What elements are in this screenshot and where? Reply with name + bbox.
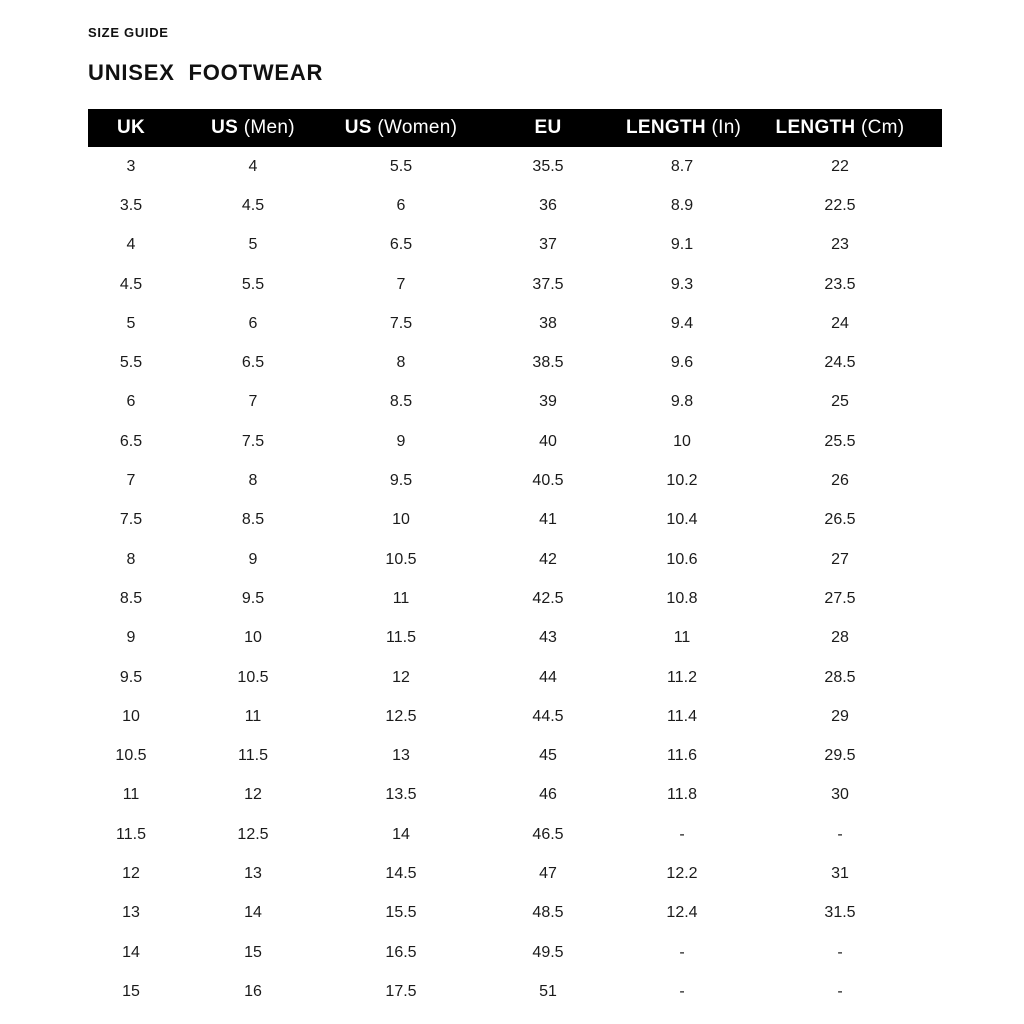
page-title: UNISEX FOOTWEAR <box>88 60 324 85</box>
size-cell: 3.5 <box>119 196 143 214</box>
size-cell: 40.5 <box>532 472 564 490</box>
size-cell: 9.5 <box>119 668 143 686</box>
size-cell: 35.5 <box>532 157 564 175</box>
size-cell: 10.6 <box>666 550 698 568</box>
size-cell: 42 <box>539 550 557 568</box>
header-cell-eu: EU <box>534 117 562 138</box>
size-cell: 24.5 <box>824 354 856 372</box>
size-cell: 44 <box>539 668 557 686</box>
size-cell: 39 <box>539 393 557 411</box>
header-row <box>88 109 942 147</box>
size-cell: 41 <box>539 511 557 529</box>
header-cell-us-women: US (Women) <box>344 117 458 138</box>
size-cell: 9.5 <box>389 472 413 490</box>
size-cell: 11.6 <box>667 747 697 765</box>
header-cell-length-cm: LENGTH (Cm) <box>775 117 905 138</box>
size-cell: 8.5 <box>241 511 265 529</box>
table-row <box>88 540 942 579</box>
size-cell: 8 <box>126 550 136 568</box>
size-cell: 16 <box>244 982 262 1000</box>
size-cell: 47 <box>539 864 557 882</box>
size-cell: 25.5 <box>824 432 856 450</box>
size-cell: 9 <box>248 550 258 568</box>
size-cell: 23.5 <box>824 275 856 293</box>
size-cell: 4 <box>248 157 258 175</box>
size-cell: 6.5 <box>241 354 265 372</box>
size-cell: 7.5 <box>389 314 413 332</box>
size-cell: 42.5 <box>532 589 564 607</box>
size-cell: 7.5 <box>241 432 265 450</box>
table-row <box>88 776 942 815</box>
size-guide-label: SIZE GUIDE <box>88 25 169 40</box>
size-cell: 22.5 <box>824 196 856 214</box>
size-cell: 13.5 <box>385 786 417 804</box>
size-cell: 11.4 <box>667 707 697 725</box>
table-row <box>88 972 942 1011</box>
table-row <box>88 579 942 618</box>
size-cell: 9.1 <box>670 236 694 254</box>
size-cell: 23 <box>831 236 849 254</box>
table-row <box>88 383 942 422</box>
size-cell: 38.5 <box>532 354 564 372</box>
size-cell: 12.2 <box>666 864 698 882</box>
size-cell: 8.7 <box>670 157 694 175</box>
size-cell: 10 <box>244 629 262 647</box>
size-cell: 12 <box>122 864 140 882</box>
size-cell: 6.5 <box>389 236 413 254</box>
size-cell: 9.3 <box>670 275 694 293</box>
size-cell: 44.5 <box>532 707 564 725</box>
size-cell: - <box>679 943 685 961</box>
size-cell: 8.9 <box>670 196 694 214</box>
size-cell: 6 <box>126 393 136 411</box>
size-cell: 14 <box>392 825 410 843</box>
size-cell: 10 <box>392 511 410 529</box>
size-cell: 5 <box>126 314 136 332</box>
table-row <box>88 265 942 304</box>
size-cell: 3 <box>126 157 136 175</box>
size-cell: 10.5 <box>115 747 147 765</box>
size-cell: 6.5 <box>119 432 143 450</box>
size-cell: 11.5 <box>116 825 146 843</box>
header-cell-length-in: LENGTH (In) <box>626 117 742 138</box>
size-cell: 12.5 <box>237 825 269 843</box>
table-row <box>88 815 942 854</box>
size-cell: 9.5 <box>241 589 265 607</box>
size-cell: 31.5 <box>824 904 856 922</box>
size-cell: 5.5 <box>241 275 265 293</box>
header-cell-us-men: US (Men) <box>211 117 295 138</box>
size-cell: 40 <box>539 432 557 450</box>
size-cell: 10.5 <box>385 550 417 568</box>
size-cell: 31 <box>831 864 849 882</box>
size-cell: 8.5 <box>119 589 143 607</box>
size-cell: 11.2 <box>667 668 697 686</box>
size-cell: 11 <box>392 589 410 607</box>
size-cell: 10.8 <box>666 589 698 607</box>
size-cell: 10.2 <box>666 472 698 490</box>
size-cell: 24 <box>831 314 849 332</box>
size-cell: 9.4 <box>670 314 694 332</box>
table-row <box>88 894 942 933</box>
size-cell: 51 <box>539 982 557 1000</box>
size-cell: 46 <box>539 786 557 804</box>
size-cell: 25 <box>831 393 849 411</box>
table-row <box>88 186 942 225</box>
size-cell: 37 <box>539 236 557 254</box>
size-cell: 10 <box>122 707 140 725</box>
table-row <box>88 147 942 186</box>
size-cell: 22 <box>831 157 849 175</box>
size-cell: 15 <box>122 982 140 1000</box>
size-cell: 26 <box>831 472 849 490</box>
size-cell: 48.5 <box>532 904 564 922</box>
size-cell: 11 <box>673 629 691 647</box>
size-cell: 10 <box>673 432 691 450</box>
size-cell: 9.8 <box>670 393 694 411</box>
size-cell: 17.5 <box>385 982 417 1000</box>
size-cell: 16.5 <box>385 943 417 961</box>
size-cell: 28.5 <box>824 668 856 686</box>
size-cell: 12 <box>244 786 262 804</box>
size-cell: 8.5 <box>389 393 413 411</box>
size-cell: 7 <box>248 393 258 411</box>
size-cell: 15.5 <box>385 904 417 922</box>
size-cell: 5.5 <box>119 354 143 372</box>
size-cell: 14.5 <box>385 864 417 882</box>
size-cell: - <box>679 982 685 1000</box>
table-row <box>88 697 942 736</box>
size-cell: 29.5 <box>824 747 856 765</box>
size-cell: - <box>837 982 843 1000</box>
size-cell: 49.5 <box>532 943 564 961</box>
size-cell: 36 <box>539 196 557 214</box>
table-row <box>88 619 942 658</box>
size-cell: 12.5 <box>385 707 417 725</box>
size-cell: - <box>679 825 685 843</box>
size-cell: 4 <box>126 236 136 254</box>
table-row <box>88 422 942 461</box>
size-table <box>88 109 942 1012</box>
table-row <box>88 933 942 972</box>
size-cell: 10.5 <box>237 668 269 686</box>
size-cell: 38 <box>539 314 557 332</box>
size-cell: 11 <box>122 786 140 804</box>
size-cell: 14 <box>122 943 140 961</box>
size-cell: 9.6 <box>670 354 694 372</box>
size-cell: 4.5 <box>119 275 143 293</box>
table-row <box>88 304 942 343</box>
size-cell: 28 <box>831 629 849 647</box>
size-cell: - <box>837 943 843 961</box>
size-cell: 8 <box>396 354 406 372</box>
size-cell: - <box>837 825 843 843</box>
size-cell: 7 <box>126 472 136 490</box>
size-cell: 11.8 <box>667 786 697 804</box>
size-cell: 14 <box>244 904 262 922</box>
size-cell: 7.5 <box>119 511 143 529</box>
size-table-body <box>88 147 942 1012</box>
size-cell: 13 <box>392 747 410 765</box>
size-cell: 27 <box>831 550 849 568</box>
size-cell: 13 <box>244 864 262 882</box>
size-cell: 9 <box>396 432 406 450</box>
size-cell: 5 <box>248 236 258 254</box>
table-row <box>88 658 942 697</box>
size-cell: 11.5 <box>238 747 268 765</box>
size-cell: 8 <box>248 472 258 490</box>
size-cell: 45 <box>539 747 557 765</box>
size-cell: 12.4 <box>666 904 698 922</box>
size-cell: 6 <box>396 196 406 214</box>
size-cell: 15 <box>244 943 262 961</box>
size-cell: 12 <box>392 668 410 686</box>
size-cell: 11.5 <box>386 629 416 647</box>
size-cell: 30 <box>831 786 849 804</box>
size-cell: 37.5 <box>532 275 564 293</box>
header-cell-uk: UK <box>116 117 146 138</box>
size-cell: 7 <box>396 275 406 293</box>
table-row <box>88 343 942 382</box>
size-cell: 9 <box>126 629 136 647</box>
table-row <box>88 736 942 775</box>
table-row <box>88 461 942 500</box>
table-row <box>88 501 942 540</box>
size-cell: 29 <box>831 707 849 725</box>
table-row <box>88 226 942 265</box>
size-cell: 46.5 <box>532 825 564 843</box>
size-cell: 27.5 <box>824 589 856 607</box>
size-cell: 11 <box>244 707 262 725</box>
table-row <box>88 854 942 893</box>
size-cell: 26.5 <box>824 511 856 529</box>
size-cell: 6 <box>248 314 258 332</box>
size-cell: 4.5 <box>241 196 265 214</box>
size-cell: 13 <box>122 904 140 922</box>
size-cell: 43 <box>539 629 557 647</box>
size-cell: 5.5 <box>389 157 413 175</box>
size-cell: 10.4 <box>666 511 698 529</box>
